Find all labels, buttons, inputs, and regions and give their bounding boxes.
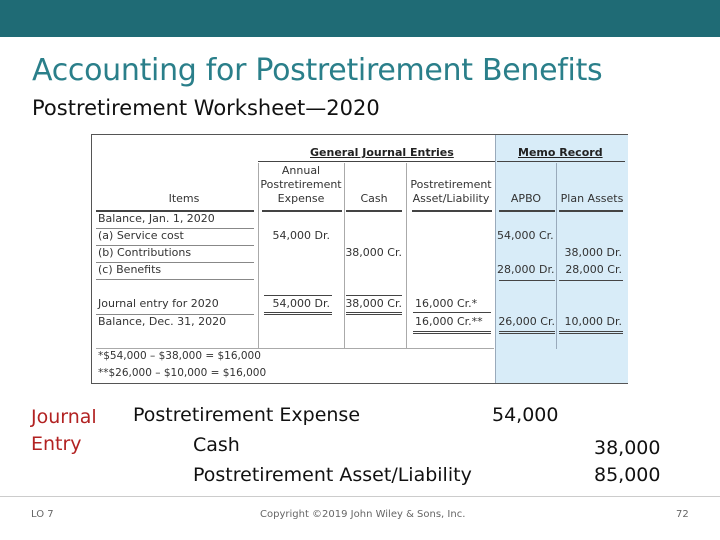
journal-entry-label: Journal Entry <box>31 406 97 455</box>
total-rule-expense <box>264 295 332 296</box>
col-expense-header: Annual Postretirement Expense <box>260 164 342 205</box>
col-separator <box>258 163 259 349</box>
credit-amount-cash: 38,000 <box>594 437 661 459</box>
top-banner <box>0 0 720 37</box>
double-rule-cash <box>346 312 402 315</box>
total-rule-plan <box>559 280 623 281</box>
row-item: Balance, Jan. 1, 2020 <box>98 212 215 225</box>
total-rule-cash <box>346 295 402 296</box>
col-separator <box>406 163 407 349</box>
row-expense: 54,000 Dr. <box>272 297 330 310</box>
page-number: 72 <box>676 509 689 520</box>
row-apbo: 26,000 Cr. <box>498 315 555 328</box>
row-asset: 16,000 Cr.* <box>415 297 478 310</box>
memo-record-background <box>495 135 628 383</box>
memo-header-rule <box>497 161 625 162</box>
row-item: Journal entry for 2020 <box>98 297 219 310</box>
copyright: Copyright ©2019 John Wiley & Sons, Inc. <box>260 509 466 520</box>
learning-objective: LO 7 <box>31 509 54 520</box>
debit-account: Postretirement Expense <box>133 404 361 426</box>
row-apbo: 54,000 Cr. <box>497 229 554 242</box>
row-item: (a) Service cost <box>98 229 184 242</box>
row-item: Balance, Dec. 31, 2020 <box>98 315 227 328</box>
footnote-rule <box>96 348 494 349</box>
double-rule-asset-balance <box>413 331 491 334</box>
postretirement-worksheet <box>91 134 628 384</box>
rule-asset <box>413 312 491 313</box>
row-divider <box>96 279 254 280</box>
row-cash: 38,000 Cr. <box>345 246 402 259</box>
credit-account-cash: Cash <box>193 434 240 456</box>
memo-record-header: Memo Record <box>518 146 603 159</box>
slide-subtitle: Postretirement Worksheet—2020 <box>32 96 380 120</box>
footnote-2: **$26,000 – $10,000 = $16,000 <box>98 367 267 379</box>
footnote-1: *$54,000 – $38,000 = $16,000 <box>98 350 261 362</box>
double-rule-apbo-balance <box>499 331 555 334</box>
col-asset-header: Postretirement Asset/Liability <box>410 178 492 205</box>
header-rule-cash <box>346 210 402 212</box>
double-rule-expense <box>264 312 332 315</box>
credit-amount-asset: 85,000 <box>594 464 661 486</box>
row-item: (c) Benefits <box>98 263 162 276</box>
row-cash: 38,000 Cr. <box>345 297 402 310</box>
row-asset: 16,000 Cr.** <box>415 315 483 328</box>
header-rule-expense <box>262 210 342 212</box>
row-expense: 54,000 Dr. <box>272 229 330 242</box>
row-plan: 38,000 Dr. <box>564 246 622 259</box>
double-rule-plan-balance <box>559 331 623 334</box>
col-apbo-header: APBO <box>510 192 542 205</box>
slide-title: Accounting for Postretirement Benefits <box>32 53 603 88</box>
general-header-rule <box>258 161 495 162</box>
credit-account-asset: Postretirement Asset/Liability <box>193 464 472 486</box>
header-rule-apbo <box>499 210 555 212</box>
col-cash-header: Cash <box>360 192 388 205</box>
header-rule-asset <box>412 210 492 212</box>
col-plan-header: Plan Assets <box>560 192 624 205</box>
col-items-header: Items <box>168 192 200 205</box>
row-apbo: 28,000 Dr. <box>497 263 555 276</box>
footer-divider <box>0 496 720 497</box>
row-item: (b) Contributions <box>98 246 192 259</box>
debit-amount: 54,000 <box>492 404 559 426</box>
total-rule-apbo <box>499 280 555 281</box>
row-plan: 10,000 Dr. <box>564 315 622 328</box>
row-plan: 28,000 Cr. <box>565 263 622 276</box>
general-journal-header: General Journal Entries <box>310 146 454 159</box>
header-rule-plan <box>559 210 623 212</box>
